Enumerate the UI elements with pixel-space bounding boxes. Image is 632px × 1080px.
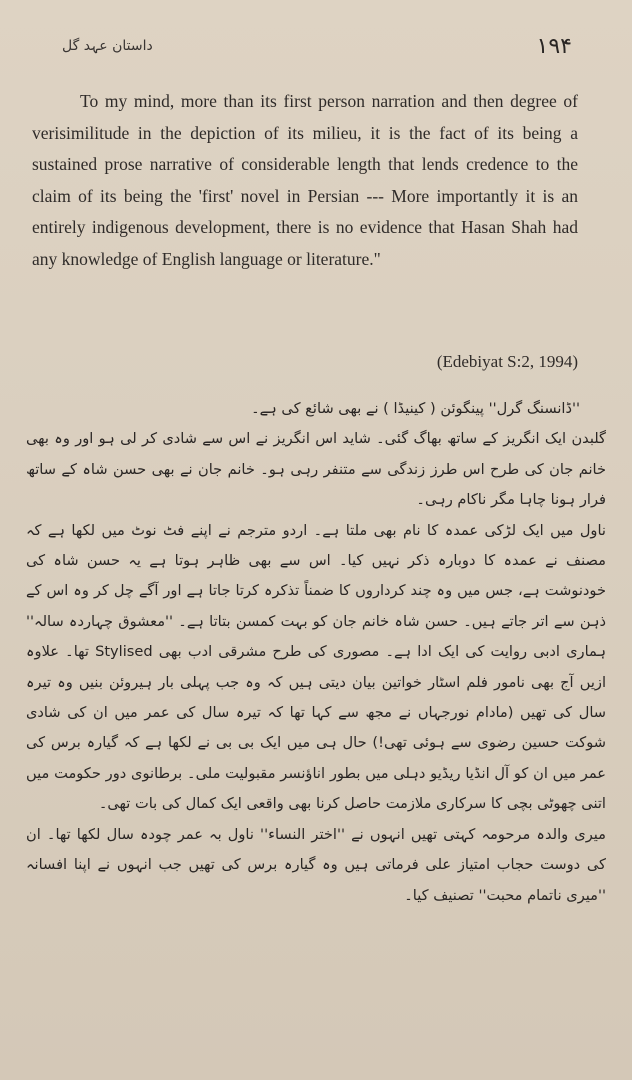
running-title: داستان عہد گل bbox=[62, 38, 153, 54]
page-number: ۱۹۴ bbox=[536, 34, 572, 59]
urdu-paragraph-4: میری والدہ مرحومہ کہتی تھیں انہوں نے ''اختر النساء'' ناول بہ عمر چودہ سال لکھا تھا۔ ان کی دوست حجاب امتیاز علی فرماتی ہیں وہ گیارہ برس کی تھیں جب انہوں نے اپنا افسانہ ''میری ناتمام محبت'' تصنیف کیا۔ bbox=[26, 825, 606, 904]
quote-paragraph: To my mind, more than its first person narration and then degree of verisimilitude in the depiction of its milieu, it is the fact of its being a sustained prose narrative of considerable length that lends credence to the claim of its being the 'first' novel in Persian --- More importantly it is an entirely indigenous development, there is no evidence that Hasan Shah had any knowledge of English language or literature." bbox=[32, 91, 578, 269]
urdu-paragraph-3: ناول میں ایک لڑکی عمدہ کا نام بھی ملتا ہے۔ اردو مترجم نے اپنے فٹ نوٹ میں لکھا ہے کہ مصنف نے عمدہ کا دوبارہ ذکر نہیں کیا۔ اس سے بھی ظاہر ہوتا ہے یہ حسن شاہ کی خودنوشت ہے، جس میں وہ چند کرداروں کا ضمناً تذکرہ کرتا جاتا ہے اور آگے چل کر وہ اس کے ذہن سے اتر جاتے ہیں۔ حسن شاہ خانم جان کو بہت کمسن بتاتا ہے۔ ''معشوق چہاردہ سالہ'' ہماری ادبی روایت کی ایک ادا ہے۔ مصوری کی طرح مشرقی ادب بھی Stylised تھا۔ علاوہ ازیں آج بھی نامور فلم اسٹار خواتین بیان دیتی ہیں کہ وہ جب پہلی بار ہیروئن بنیں وہ تیرہ سال کی تھیں (مادام نورجہاں نے مجھ سے کہا تھا کہ تیرہ سال کی عمر میں ان کی شادی شوکت حسین رضوی سے ہوئی تھی!) حال ہی میں ایک بی بی نے لکھا ہے کہ گیارہ برس کی عمر میں ان کو آل انڈیا ریڈیو دہلی میں بطور اناؤنسر مقبولیت ملی۔ برطانوی دور حکومت میں اتنی چھوٹی بچی کا سرکاری ملازمت حاصل کرنا بھی واقعی ایک کمال کی بات تھی۔ bbox=[26, 521, 607, 813]
urdu-paragraph-2: گلبدن ایک انگریز کے ساتھ بھاگ گئی۔ شاید اس انگریز نے اس سے شادی کر لی ہو اور وہ بھی خانم جان کی طرح اس طرز زندگی سے متنفر رہی ہو۔ خانم جان نے بھی حسن شاہ کے ساتھ فرار ہونا چاہا مگر ناکام رہی۔ bbox=[26, 430, 606, 509]
english-quote bbox=[32, 86, 578, 275]
page-header bbox=[0, 34, 632, 72]
urdu-paragraph-1: ''ڈانسنگ گرل'' پینگوئن ( کینیڈا ) نے بھی شائع کی ہے۔ bbox=[251, 400, 580, 417]
citation: (Edebiyat S:2, 1994) bbox=[436, 352, 578, 371]
urdu-body bbox=[26, 394, 606, 911]
